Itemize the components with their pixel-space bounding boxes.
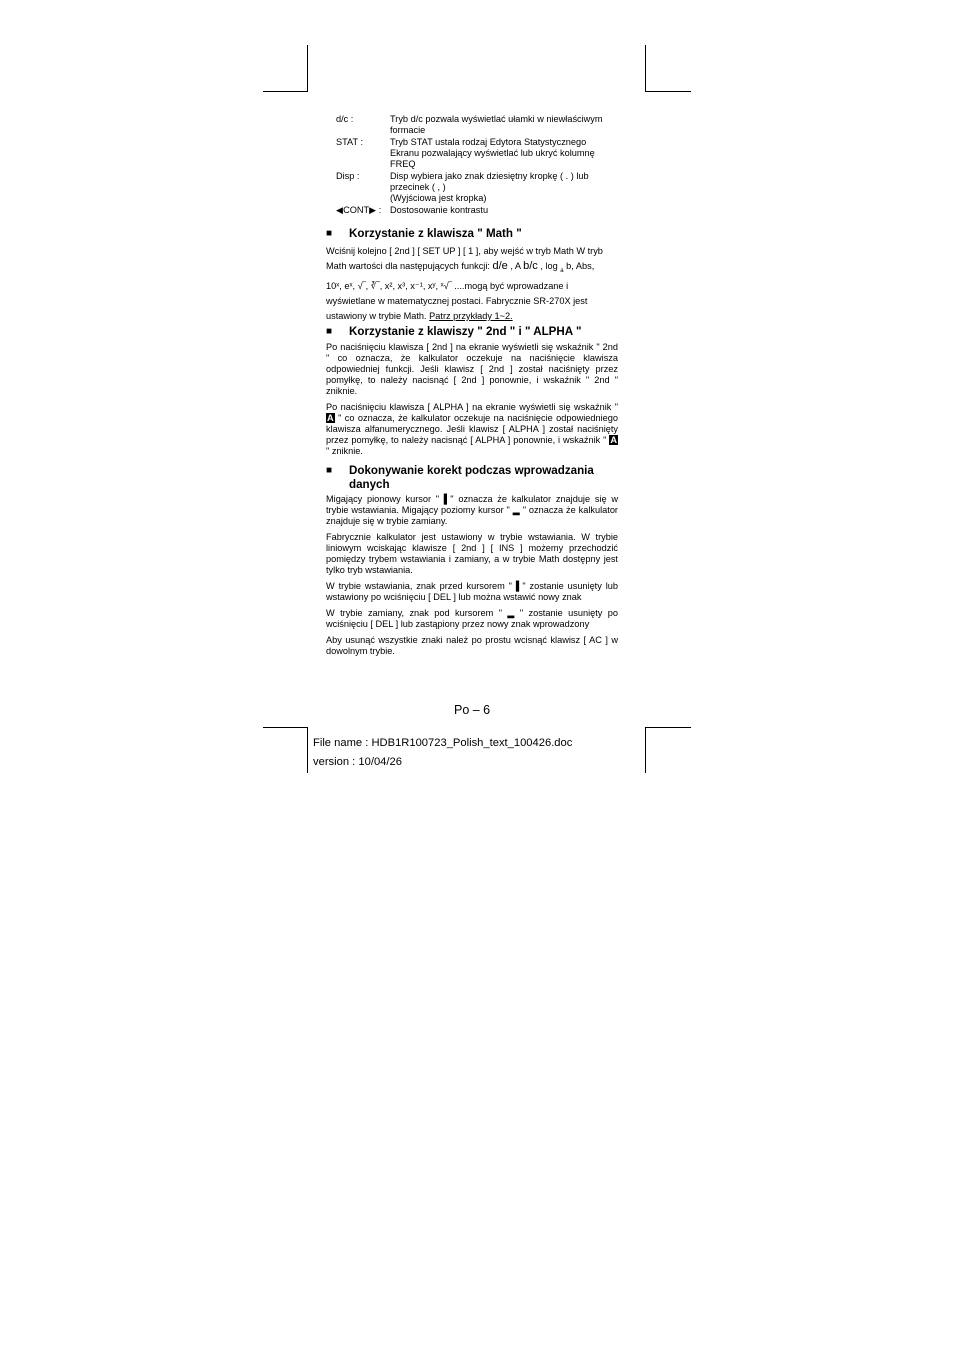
section-title: danych bbox=[349, 478, 390, 491]
section-body-2nd-alpha bbox=[326, 342, 618, 457]
setting-term: ◀CONT▶ : bbox=[336, 205, 382, 215]
crop-mark bbox=[307, 727, 308, 773]
bullet-square-icon: ■ bbox=[326, 228, 333, 239]
section-title: Korzystanie z klawiszy " 2nd " i " ALPHA " bbox=[349, 325, 582, 338]
page-number: Po – 6 bbox=[454, 703, 491, 717]
paragraph-line: wyświetlane w matematycznej postaci. Fabrycznie SR-270X jest bbox=[326, 295, 588, 306]
settings-list bbox=[336, 114, 618, 217]
bullet-square-icon: ■ bbox=[326, 465, 333, 476]
setting-desc: Disp wybiera jako znak dziesiętny kropkę ( . ) lub bbox=[390, 171, 589, 181]
paragraph-line: Math wartości dla następujących funkcji: d/e , A b/c , log $_a$ b, Abs, bbox=[326, 260, 595, 274]
section-body-corrections bbox=[326, 494, 618, 657]
setting-desc: Ekranu pozwalający wyświetlać lub ukryć kolumnę bbox=[390, 148, 595, 158]
fraction-bc-icon: b/c bbox=[523, 260, 538, 272]
paragraph: W trybie wstawiania, znak przed kursorem " ▌" zostanie usunięty lub wstawiony po wciśnięciu [ DEL ] lub można wstawić nowy znak bbox=[326, 581, 618, 602]
paragraph-line: ustawiony w trybie Math. Patrz przykłady 1~2. bbox=[326, 310, 513, 321]
setting-disp bbox=[336, 171, 618, 204]
setting-desc: Dostosowanie kontrastu bbox=[390, 205, 489, 215]
section-heading-corrections bbox=[326, 464, 618, 492]
setting-desc: (Wyjściowa jest kropka) bbox=[390, 193, 487, 203]
setting-desc: Tryb d/c pozwala wyświetlać ułamki w niewłaściwym bbox=[390, 114, 603, 124]
examples-link[interactable]: Patrz przykłady 1~2. bbox=[429, 310, 513, 321]
section-heading-2nd-alpha bbox=[326, 325, 618, 339]
alpha-indicator-icon: A bbox=[610, 435, 617, 445]
setting-desc: Tryb STAT ustala rodzaj Edytora Statystycznego bbox=[390, 137, 587, 147]
setting-cont bbox=[336, 205, 618, 216]
crop-mark bbox=[645, 45, 646, 92]
bullet-square-icon: ■ bbox=[326, 326, 333, 337]
paragraph: Fabrycznie kalkulator jest ustawiony w trybie wstawiania. W trybie liniowym wciskając klawisze [ 2nd ] [ INS ] możemy przechodzić pomiędzy trybem wstawiania i zamiany, a w trybie Math dostępny jest tylko tryb wstawiania. bbox=[326, 532, 618, 575]
setting-stat bbox=[336, 137, 618, 170]
setting-desc: przecinek ( , ) bbox=[390, 182, 446, 192]
crop-mark bbox=[645, 91, 691, 92]
setting-term: STAT : bbox=[336, 137, 364, 147]
crop-mark bbox=[307, 45, 308, 92]
footer-version: version : 10/04/26 bbox=[313, 756, 402, 768]
crop-mark bbox=[263, 91, 308, 92]
setting-desc: formacie bbox=[390, 125, 426, 135]
setting-dc bbox=[336, 114, 618, 136]
paragraph: Aby usunąć wszystkie znaki należ po prostu wcisnąć klawisz [ AC ] w dowolnym trybie. bbox=[326, 635, 618, 656]
section-title: Korzystanie z klawisza " Math " bbox=[349, 227, 522, 240]
paragraph: W trybie zamiany, znak pod kursorem " ▂ " zostanie usunięty po wciśnięciu [ DEL ] lub zastąpiony przez nowy znak wprowadzony bbox=[326, 608, 618, 629]
paragraph: Migający pionowy kursor " ▌" oznacza że kalkulator znajduje się w trybie wstawiania. Migający poziomy kursor " ▂ " oznacza że kalkulator znajduje się w trybie zamiany. bbox=[326, 494, 618, 526]
setting-desc: FREQ bbox=[390, 159, 416, 169]
section-heading-math bbox=[326, 227, 618, 241]
paragraph-line: Wciśnij kolejno [ 2nd ] [ SET UP ] [ 1 ], aby wejść w tryb Math W tryb bbox=[326, 246, 603, 256]
alpha-indicator-icon: A bbox=[327, 413, 334, 423]
crop-mark bbox=[645, 727, 691, 728]
setting-term: Disp : bbox=[336, 171, 360, 181]
footer-filename: File name : HDB1R100723_Polish_text_100426.doc bbox=[313, 737, 573, 749]
section-title: Dokonywanie korekt podczas wprowadzania bbox=[349, 464, 594, 477]
fraction-de-icon: d/e bbox=[492, 260, 508, 272]
paragraph: Po naciśnięciu klawisza [ ALPHA ] na ekranie wyświetli się wskaźnik " A " co oznacza, że kalkulator oczekuje na naciśnięcie odpowiedniego klawisza alfanumerycznego. Jeśli klawisz [ ALPHA ] został naciśnięty przez pomyłkę, to należy nacisnąć [ ALPHA ] ponownie, i wskaźnik " A " zniknie. bbox=[326, 402, 618, 456]
crop-mark bbox=[645, 727, 646, 773]
section-body-math bbox=[326, 244, 618, 324]
paragraph-line: 10ˣ, eˣ, √‾, ∛‾, x², x³, x⁻¹, xʸ, ˣ√‾ ....mogą być wprowadzane i bbox=[326, 280, 569, 291]
paragraph: Po naciśnięciu klawisza [ 2nd ] na ekranie wyświetli się wskaźnik " 2nd " co oznacza, że kalkulator oczekuje na naciśnięcie klawisza odpowiedniej funkcji. Jeśli klawisz [ 2nd ] został naciśnięty przez pomyłkę, to należy nacisnąć [ 2nd ] ponownie, i wskaźnik " 2nd " zniknie. bbox=[326, 342, 618, 396]
setting-term: d/c : bbox=[336, 114, 354, 124]
crop-mark bbox=[263, 727, 308, 728]
